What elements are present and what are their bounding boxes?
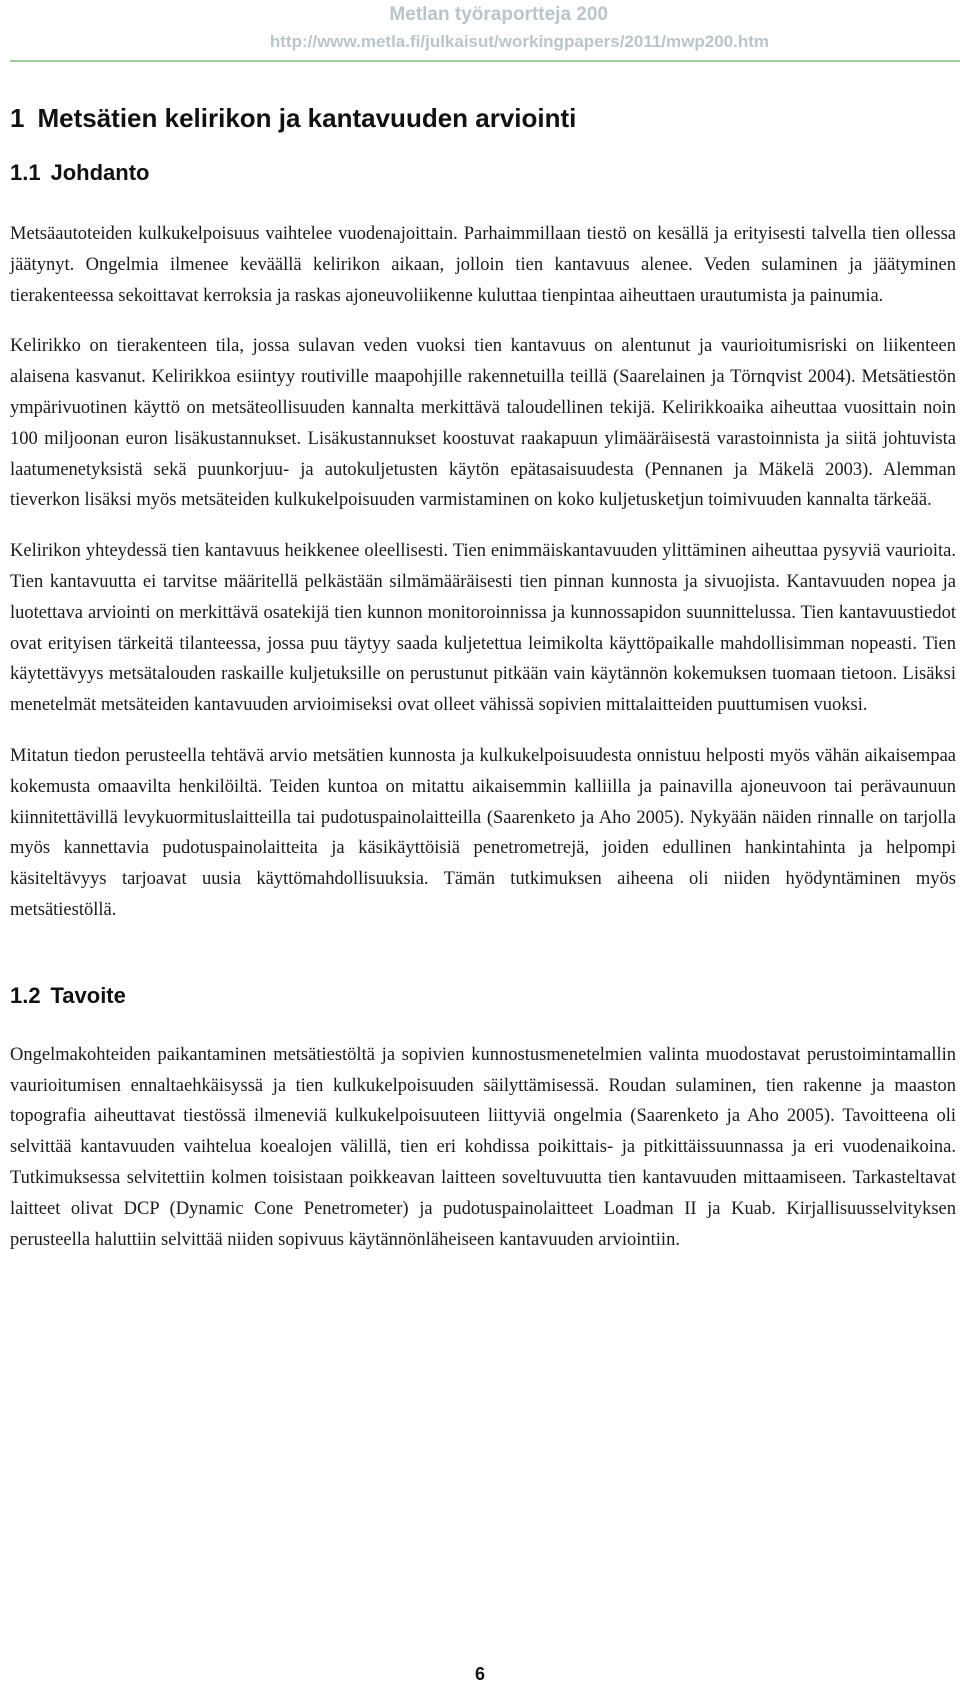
paragraph: Kelirikko on tierakenteen tila, jossa sulavan veden vuoksi tien kantavuus on alentunut ja vaurioitumisriski on liikenteen alaisena kasvanut. Kelirikkoa esiintyy routiville maapohjille rakennetuilla teillä (Saarelainen ja Törnqvist 2004). Metsätiestön ympärivuotinen käyttö on metsäteollisuuden kannalta merkittävä taloudellinen tekijä. Kelirikkoaika aiheuttaa vuosittain noin 100 miljoonan euron lisäkustannukset. Lisäkustannukset koostuvat raakapuun ylimääräisestä varastoinnista ja siitä johtuvista laatumenetyksistä sekä puunkorjuu- ja autokuljetusten käytön epätasaisuudesta (Pennanen ja Mäkelä 2003). Alemman tieverkon lisäksi myös metsäteiden kulkukelpoisuuden varmistaminen on koko kuljetusketjun toimivuuden kannalta tärkeää. xyxy=(10,336,956,511)
section-title: Metsätien kelirikon ja kantavuuden arviointi xyxy=(37,103,577,133)
subsection-heading-tavoite xyxy=(10,982,956,1010)
subsection-number: 1.1 xyxy=(10,160,41,185)
series-url[interactable]: http://www.metla.fi/julkaisut/workingpapers/2011/mwp200.htm xyxy=(269,32,769,51)
section-number: 1 xyxy=(10,103,25,133)
header-divider xyxy=(10,60,960,62)
subsection-title: Tavoite xyxy=(50,982,126,1008)
series-title: Metlan työraportteja 200 xyxy=(389,4,608,25)
running-header xyxy=(0,0,960,64)
section-heading xyxy=(10,102,956,134)
paragraph: Kelirikon yhteydessä tien kantavuus heikkenee oleellisesti. Tien enimmäiskantavuuden ylittäminen aiheuttaa pysyviä vaurioita. Tien kantavuutta ei tarvitse määritellä pelkästään silmämääräisesti tien pinnan kunnosta ja sivuojista. Kantavuuden nopea ja luotettava arviointi on merkittävä osatekijä tien kunnon monitoroinnissa ja kunnossapidon suunnittelussa. Tien kantavuustiedot ovat erityisen tärkeitä tilanteessa, jossa puu täytyy saada kuljetettua leimikolta käyttöpaikalle mahdollisimman nopeasti. Tien käytettävyys metsätalouden raskaille kuljetuksille on perustunut pitkään vain käytännön kokemuksen tuomaan tietoon. Lisäksi menetelmät metsäteiden kantavuuden arvioimiseksi ovat olleet vähissä sopivien mittalaitteiden puuttumisen vuoksi. xyxy=(10,541,956,716)
page-number: 6 xyxy=(474,1664,485,1684)
paragraph: Mitatun tiedon perusteella tehtävä arvio metsätien kunnosta ja kulkukelpoisuudesta onnistuu helposti myös vähän aikaisempaa kokemusta omaavilta henkilöiltä. Teiden kuntoa on mitattu aikaisemmin kalliilla ja painavilla ajoneuvoon tai perävaunuun kiinnitettävillä levykuormituslaitteilla tai pudotuspainolaitteilla (Saarenketo ja Aho 2005). Nykyään näiden rinnalle on tarjolla myös kannettavia pudotuspainolaitteita ja käsikäyttöisiä penetrometrejä, joiden edullinen hankintahinta ja helpompi käsiteltävyys tarjoavat uusia käyttömahdollisuuksia. Tämän tutkimuksen aiheena oli niiden hyödyntäminen myös metsätiestöllä. xyxy=(10,745,956,920)
subsection-heading-johdanto xyxy=(10,159,956,187)
paragraph: Ongelmakohteiden paikantaminen metsätiestöltä ja sopivien kunnostusmenetelmien valinta muodostavat perustoimintamallin vaurioitumisen ennaltaehkäisyssä ja tien kulkukelpoisuuden säilyttämisessä. Roudan sulaminen, tien rakenne ja maaston topografia aiheuttavat tiestössä ilmeneviä kulkukelpoisuuteen liittyviä ongelmia (Saarenketo ja Aho 2005). Tavoitteena oli selvittää kantavuuden vaihtelua koealojen välillä, tien eri kohdissa poikittais- ja pitkittäissuunnassa ja eri vuodenaikoina. Tutkimuksessa selvitettiin kolmen toisistaan poikkeavan laitteen soveltuvuutta tien kantavuuden mittaamiseen. Tarkasteltavat laitteet olivat DCP (Dynamic Cone Penetrometer) ja pudotuspainolaitteet Loadman II ja Kuab. Kirjallisuusselvityksen perusteella haluttiin selvittää niiden sopivuus käytännönläheiseen kantavuuden arviointiin. xyxy=(10,1044,956,1250)
page-body xyxy=(10,102,956,1255)
subsection-title: Johdanto xyxy=(50,160,150,185)
subsection-number: 1.2 xyxy=(10,982,41,1008)
paragraph: Metsäautoteiden kulkukelpoisuus vaihtelee vuodenajoittain. Parhaimmillaan tiestö on kesällä ja erityisesti talvella tien ollessa jäätynyt. Ongelmia ilmenee keväällä kelirikon aikaan, jolloin tien kantavuus alenee. Veden sulaminen ja jäätyminen tierakenteessa sekoittavat kerroksia ja raskas ajoneuvoliikenne kuluttaa tienpintaa aiheuttaen urautumista ja painumia. xyxy=(10,224,956,306)
